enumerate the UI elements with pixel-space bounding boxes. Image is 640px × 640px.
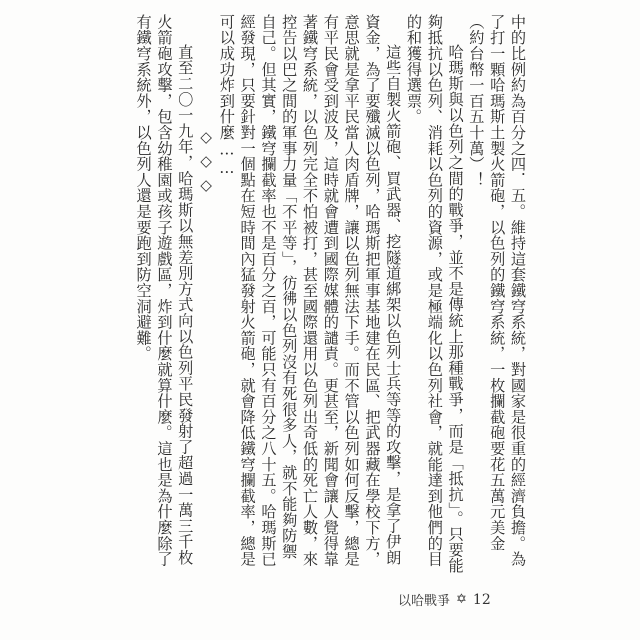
vertical-text-block: [133, 14, 528, 574]
page-number: 12: [472, 591, 491, 608]
section-divider: ◇◇◇: [197, 128, 216, 200]
page-footer: [398, 590, 491, 609]
running-title: 以哈戰爭: [398, 594, 451, 609]
paragraph-1: 中的比例約為百分之四．五。維持這套鐵穹系統，對國家是很重的經濟負擔。為了打一顆哈瑪斯土製火箭砲，以色列的鐵穹系統，一枚攔截砲要花五萬元美金（約台幣一百五十萬）！: [467, 14, 527, 567]
paragraph-4: 直至二〇一九年，哈瑪斯以無差別方式向以色列平民發射了超過一萬三千枚火箭砲攻擊，包含幼稚園或孩子遊戲區，炸到什麼就算什麼。這也是為什麼除了有鐵穹系統外，以色列人還是要跑到防空洞避難。: [134, 14, 195, 567]
paragraph-2: 哈瑪斯與以色列之間的戰爭，並不是傳統上那種戰爭，而是「抵抗」。只要能夠抵抗以色列、消耗以色列的資源，或是極端化以色列社會，就能達到他們的目的和獲得選票。: [405, 14, 465, 574]
paragraph-3: 這些自製火箭砲、買武器、挖隧道綁架以色列士兵等等的攻擊，是拿了伊朗資金，為了要殲滅以色列，哈瑪斯把軍事基地建在民區、把武器藏在學校下方，意思就是拿平民當人肉盾牌，讓以色列無法下手。而不管以色列如何反擊，總是有平民會受到波及，這時就會遭到國際媒體的譴責。更甚至，新聞會讓人覺得靠著鐵穹系統，以色列完全不怕被打，甚至國際還用以色列出奇低的死亡人數，來控告以巴之間的軍事力量「不平等」，彷彿以色列沒有死很多人，就不能夠防禦自己。但其實，鐵穹攔截率也不是百分之百，可能只有百分之八十五。哈瑪斯已經發現，只要針對一個點在短時間內猛發射火箭砲，就會降低鐵穹攔截率，總是可以成功炸到什麼……: [217, 14, 403, 567]
star-of-david-icon: ✡: [456, 592, 467, 607]
